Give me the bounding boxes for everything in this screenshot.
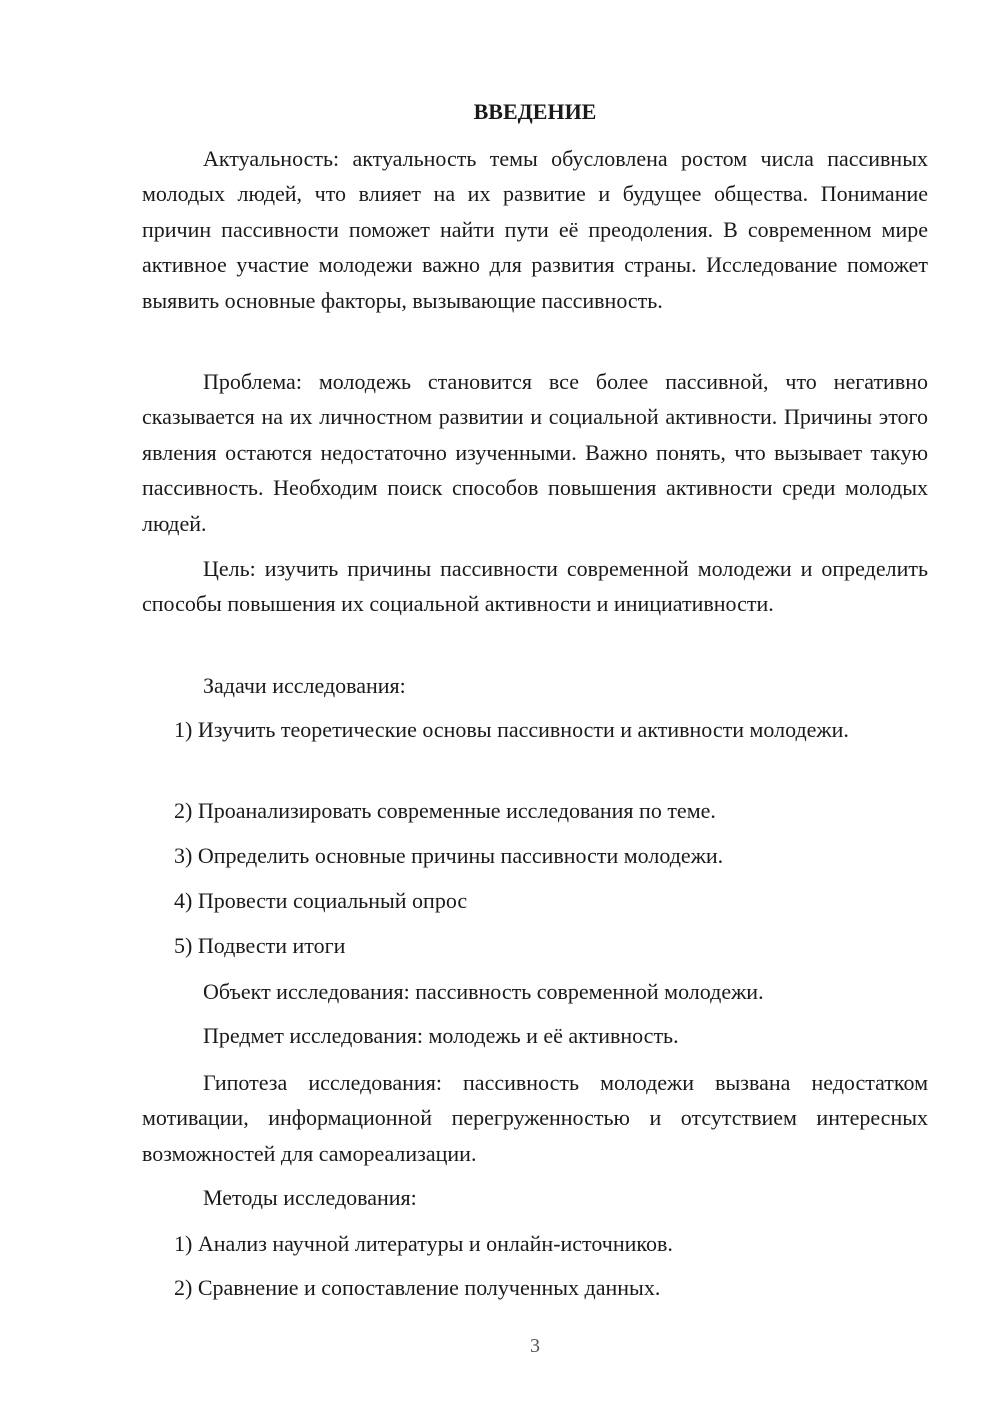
task-item-5: 5) Подвести итоги — [174, 933, 346, 958]
task-item-3: 3) Определить основные причины пассивности молодежи. — [174, 843, 724, 868]
relevance-paragraph: Актуальность: актуальность темы обусловлена ростом числа пассивных молодых людей, что влияет на их развитие и будущее общества. Понимание причин пассивности поможет найти пути её преодоления. В современном мире активное участие молодежи важно для развития страны. Исследование поможет выявить основные факторы, вызывающие пассивность. — [142, 146, 928, 313]
subject-line: Предмет исследования: молодежь и её активность. — [203, 1023, 679, 1048]
hypothesis-paragraph: Гипотеза исследования: пассивность молодежи вызвана недостатком мотивации, информационной перегруженностью и отсутствием интересных возможностей для самореализации. — [142, 1070, 928, 1166]
problem-paragraph: Проблема: молодежь становится все более пассивной, что негативно сказывается на их личностном развитии и социальной активности. Причины этого явления остаются недостаточно изученными. Важно понять, что вызывает такую пассивность. Необходим поиск способов повышения активности среди молодых людей. — [142, 369, 928, 536]
method-item-2: 2) Сравнение и сопоставление полученных данных. — [174, 1275, 661, 1300]
goal-paragraph: Цель: изучить причины пассивности современной молодежи и определить способы повышения их социальной активности и инициативности. — [142, 556, 928, 617]
object-line: Объект исследования: пассивность современной молодежи. — [203, 979, 764, 1004]
tasks-heading: Задачи исследования: — [203, 673, 406, 698]
task-item-4: 4) Провести социальный опрос — [174, 888, 468, 913]
method-item-1: 1) Анализ научной литературы и онлайн-источников. — [174, 1231, 673, 1256]
methods-heading: Методы исследования: — [203, 1185, 417, 1210]
page-number: 3 — [530, 1335, 540, 1357]
task-item-1: 1) Изучить теоретические основы пассивности и активности молодежи. — [174, 717, 849, 742]
page-title: ВВЕДЕНИЕ — [473, 99, 597, 124]
task-item-2: 2) Проанализировать современные исследования по теме. — [174, 798, 716, 823]
